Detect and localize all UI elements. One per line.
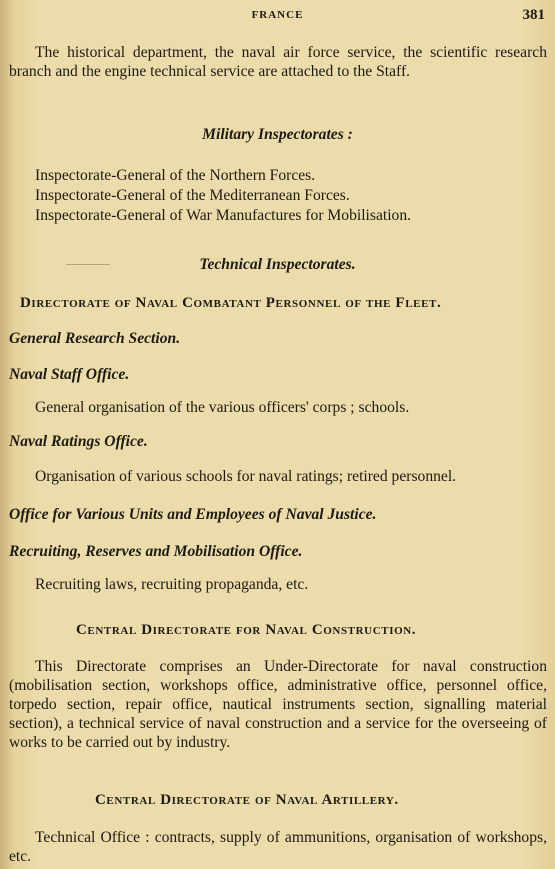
intro-paragraph [9,43,547,81]
section-title: Recruiting, Reserves and Mobilisation Office. [9,543,303,560]
section-title: Naval Ratings Office. [9,433,148,450]
inspectorate-item: Inspectorate-General of the Northern Forces. [35,167,316,184]
artillery-paragraph [9,828,547,866]
military-inspectorates-heading: Military Inspectorates : [202,126,353,143]
technical-inspectorates-heading: Technical Inspectorates. [199,256,356,273]
section-title: General Research Section. [9,330,181,347]
intro-text: The historical department, the naval air force service, the scientific research branch and the engine technical service are attached to the Staff. [9,44,547,80]
artillery-text: Technical Office : contracts, supply of ammunitions, organisation of workshops, etc. [9,829,547,865]
section-description: Recruiting laws, recruiting propaganda, etc. [35,576,309,593]
section-description: General organisation of the various officers' corps ; schools. [35,399,410,416]
directorate-personnel-heading: Directorate of Naval Combatant Personnel of the Fleet. [20,295,442,311]
section-title: Office for Various Units and Employees of Naval Justice. [9,506,377,523]
inspectorate-item: Inspectorate-General of the Mediterranean Forces. [35,187,350,204]
construction-text: This Directorate comprises an Under-Directorate for naval construction (mobilisation section, workshops office, administrative office, personnel office, torpedo section, repair office, nautical instruments section, signalling material section), a technical service of naval construction and a service for the overseeing of works to be carried out by industry. [9,658,547,751]
central-artillery-heading: Central Directorate of Naval Artillery. [95,792,399,808]
section-title: Naval Staff Office. [9,366,130,383]
section-description: Organisation of various schools for naval ratings; retired personnel. [35,468,457,485]
page-number: 381 [522,7,545,23]
running-header-title: FRANCE [251,9,304,21]
central-construction-heading: Central Directorate for Naval Construction. [76,622,417,638]
construction-paragraph [9,657,547,752]
inspectorate-item: Inspectorate-General of War Manufactures for Mobilisation. [35,207,412,224]
